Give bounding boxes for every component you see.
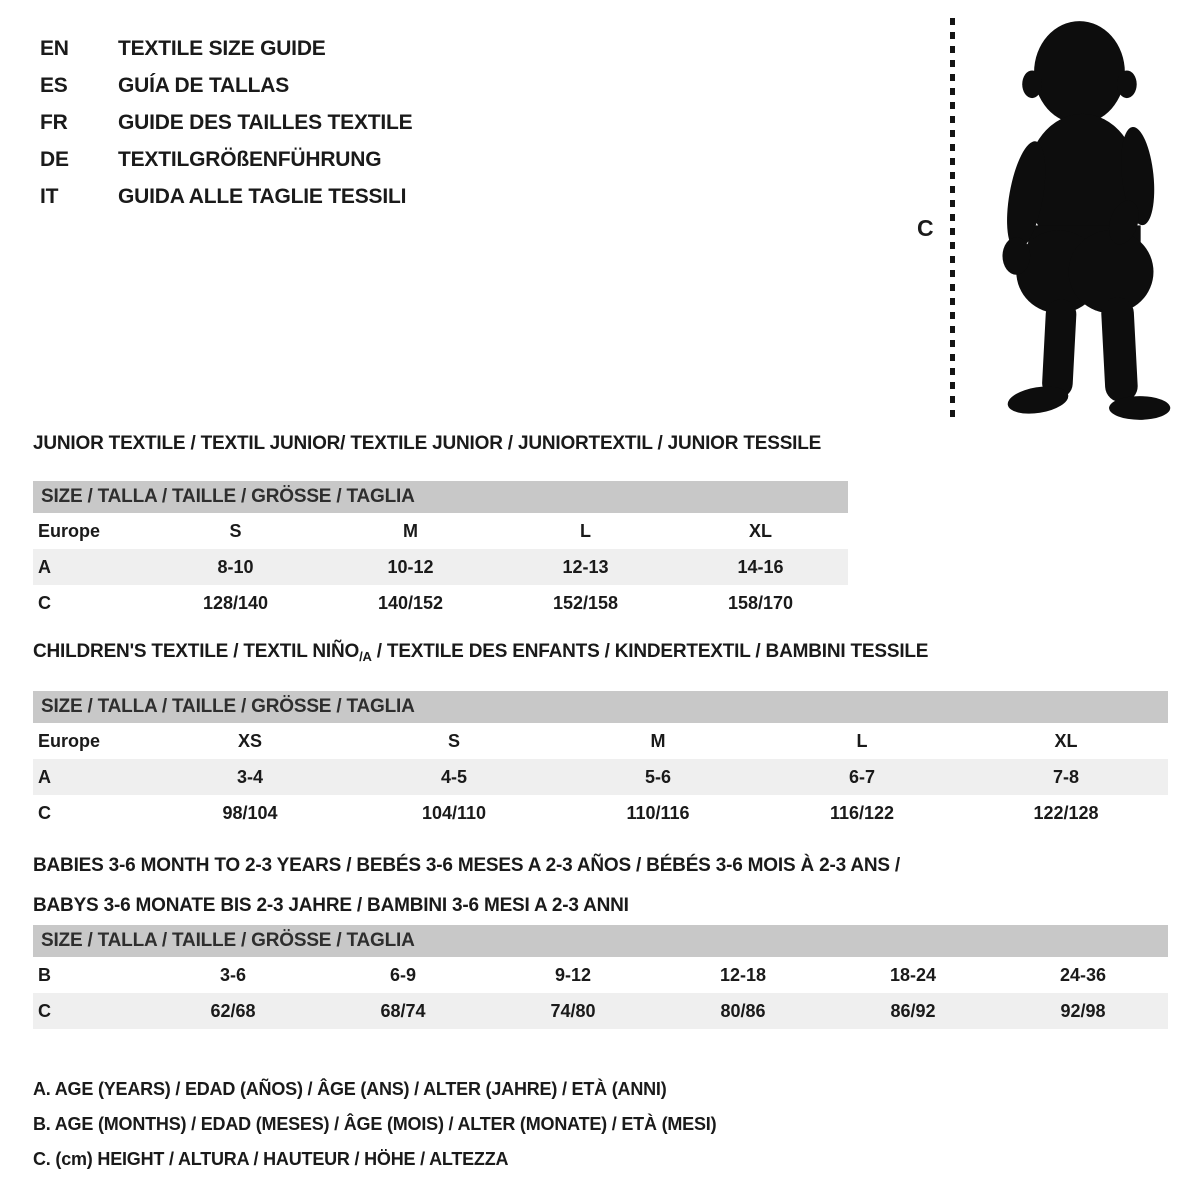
table-cell: 8-10 (217, 557, 254, 577)
table-cell: 140/152 (377, 593, 444, 613)
row-label: A (38, 767, 51, 787)
table-cell: 12-18 (719, 965, 767, 985)
table-cell: 4-5 (440, 767, 467, 787)
height-measure-label: C (917, 215, 934, 241)
row-label: Europe (38, 731, 101, 751)
table-cell: 9-12 (554, 965, 592, 985)
language-code: FR (40, 111, 68, 134)
junior-size-table (33, 481, 848, 621)
legend-line-a: A. AGE (YEARS) / EDAD (AÑOS) / ÂGE (ANS) / ALTER (JAHRE) / ETÀ (ANNI) (33, 1079, 667, 1099)
table-cell: 158/170 (727, 593, 794, 613)
babies-months-row (33, 957, 1168, 993)
language-code: DE (40, 148, 69, 171)
babies-title-line1: BABIES 3-6 MONTH TO 2-3 YEARS / BEBÉS 3-6 MESES A 2-3 AÑOS / BÉBÉS 3-6 MOIS À 2-3 ANS / (33, 855, 901, 876)
babies-height-row (33, 993, 1168, 1029)
table-cell: 7-8 (1052, 767, 1079, 787)
junior-height-row (33, 585, 848, 621)
children-section-title (33, 641, 928, 664)
table-cell: 152/158 (552, 593, 619, 613)
legend-line-b: B. AGE (MONTHS) / EDAD (MESES) / ÂGE (MOIS) / ALTER (MONATE) / ETÀ (MESI) (33, 1114, 717, 1134)
table-cell: 12-13 (562, 557, 609, 577)
language-row-it (40, 178, 412, 215)
row-label: C (38, 1001, 51, 1021)
guide-title-it: GUIDA ALLE TAGLIE TESSILI (118, 185, 407, 208)
children-europe-row (33, 723, 1168, 759)
language-row-de (40, 141, 412, 178)
language-row-fr (40, 104, 412, 141)
height-measure-dashed-line (950, 18, 955, 418)
table-cell: 14-16 (737, 557, 784, 577)
table-cell: XL (748, 521, 772, 541)
table-cell: S (447, 731, 460, 751)
children-size-table (33, 691, 1168, 831)
table-cell: 122/128 (1033, 803, 1099, 823)
language-row-en (40, 30, 412, 67)
children-title-subscript: /A (359, 649, 372, 664)
table-cell: 86/92 (890, 1001, 936, 1021)
row-label: Europe (38, 521, 101, 541)
table-cell: 10-12 (387, 557, 434, 577)
table-cell: S (229, 521, 242, 541)
size-header-band: SIZE / TALLA / TAILLE / GRÖSSE / TAGLIA (33, 925, 1168, 957)
table-cell: 74/80 (550, 1001, 596, 1021)
table-cell: 24-36 (1059, 965, 1107, 985)
language-code: ES (40, 74, 68, 97)
junior-section-title: JUNIOR TEXTILE / TEXTIL JUNIOR/ TEXTILE JUNIOR / JUNIORTEXTIL / JUNIOR TESSILE (33, 433, 822, 454)
toddler-silhouette-icon (963, 12, 1190, 424)
table-cell: 3-4 (236, 767, 263, 787)
legend-line-c: C. (cm) HEIGHT / ALTURA / HAUTEUR / HÖHE / ALTEZZA (33, 1149, 509, 1169)
language-code: EN (40, 37, 69, 60)
guide-title-en: TEXTILE SIZE GUIDE (118, 37, 326, 60)
children-title-text: CHILDREN'S TEXTILE / TEXTIL NIÑO (33, 641, 360, 662)
table-cell: L (856, 731, 868, 751)
height-figure (905, 12, 1190, 424)
table-cell: M (403, 521, 418, 541)
children-height-row (33, 795, 1168, 831)
children-title-text: / TEXTILE DES ENFANTS / KINDERTEXTIL / BAMBINI TESSILE (371, 641, 929, 662)
guide-title-es: GUÍA DE TALLAS (118, 74, 290, 97)
table-cell: 116/122 (829, 803, 895, 823)
measure-legend (33, 1072, 716, 1177)
babies-title-line2: BABYS 3-6 MONATE BIS 2-3 JAHRE / BAMBINI 3-6 MESI A 2-3 ANNI (33, 895, 629, 916)
table-cell: 104/110 (421, 803, 487, 823)
size-header-band: SIZE / TALLA / TAILLE / GRÖSSE / TAGLIA (33, 691, 1168, 723)
table-cell: 3-6 (219, 965, 246, 985)
size-header-band: SIZE / TALLA / TAILLE / GRÖSSE / TAGLIA (33, 481, 848, 513)
table-cell: 128/140 (202, 593, 269, 613)
table-cell: 110/116 (626, 803, 690, 823)
language-code: IT (40, 185, 59, 208)
table-cell: M (650, 731, 666, 751)
children-age-row (33, 759, 1168, 795)
table-cell: 98/104 (222, 803, 278, 823)
table-cell: 80/86 (720, 1001, 766, 1021)
junior-age-row (33, 549, 848, 585)
junior-europe-row (33, 513, 848, 549)
table-cell: 18-24 (889, 965, 937, 985)
language-row-es (40, 67, 412, 104)
table-cell: 92/98 (1060, 1001, 1106, 1021)
row-label: B (38, 965, 51, 985)
babies-size-table (33, 925, 1168, 1029)
row-label: C (38, 803, 51, 823)
table-cell: 6-7 (848, 767, 875, 787)
babies-section-title (33, 846, 900, 926)
guide-title-de: TEXTILGRÖßENFÜHRUNG (118, 148, 382, 171)
table-cell: 62/68 (210, 1001, 256, 1021)
row-label: C (38, 593, 51, 613)
row-label: A (38, 557, 51, 577)
language-title-list (40, 30, 412, 215)
table-cell: 5-6 (644, 767, 671, 787)
table-cell: XL (1054, 731, 1078, 751)
table-cell: L (580, 521, 591, 541)
guide-title-fr: GUIDE DES TAILLES TEXTILE (118, 111, 413, 134)
table-cell: 68/74 (380, 1001, 426, 1021)
table-cell: XS (237, 731, 262, 751)
table-cell: 6-9 (389, 965, 416, 985)
